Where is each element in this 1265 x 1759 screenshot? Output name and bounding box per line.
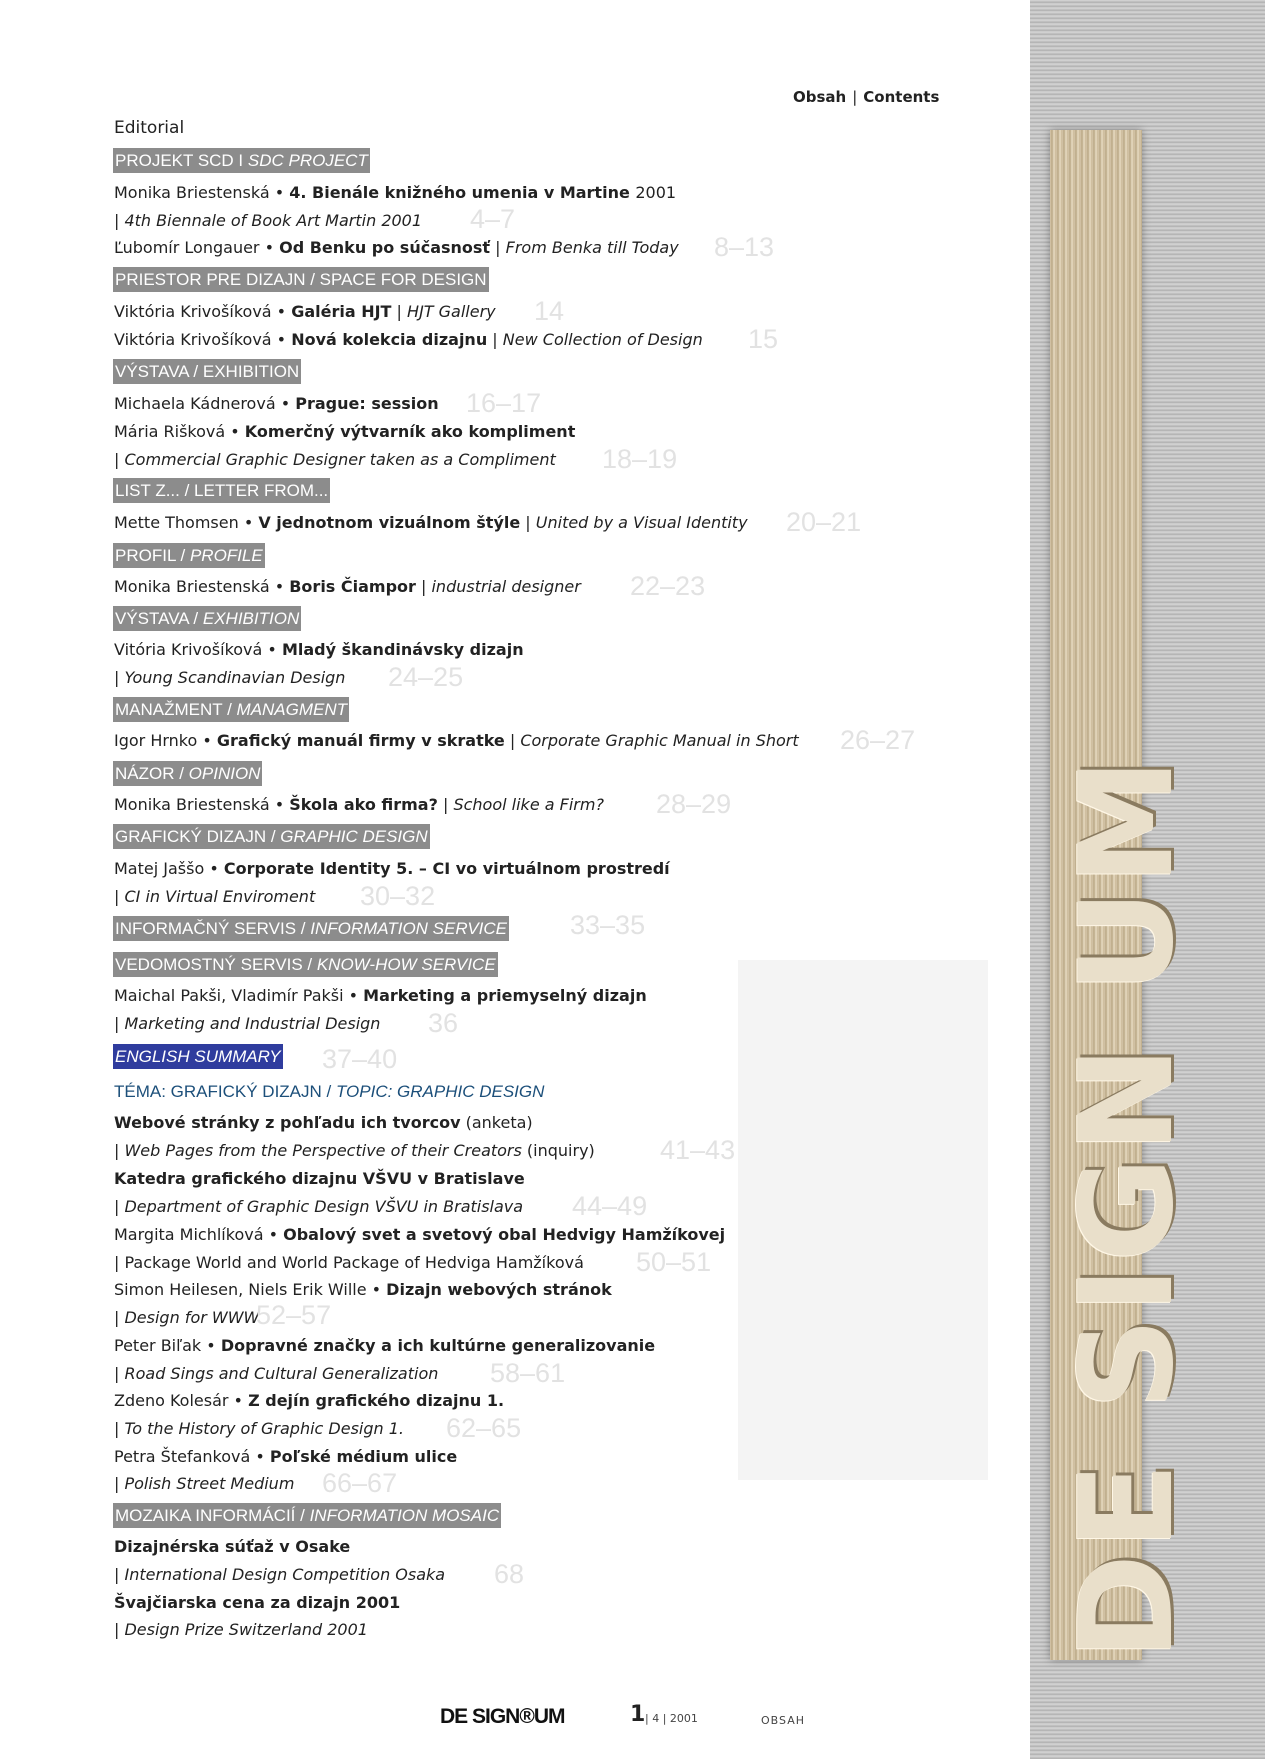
section-en: INFORMATION SERVICE <box>310 919 507 938</box>
toc-entry[interactable] <box>114 1537 350 1556</box>
entry-author: Igor Hrnko • <box>114 731 217 750</box>
toc-entry[interactable] <box>114 330 703 349</box>
section-bar <box>113 543 265 568</box>
entry-en: | CI in Virtual Enviroment <box>114 887 316 906</box>
entry-title: Katedra grafického dizajnu VŠVU v Bratislave <box>114 1169 525 1188</box>
entry-title: Poľské médium ulice <box>269 1447 458 1466</box>
entry-author: Monika Briestenská • <box>114 183 290 202</box>
entry-author: Peter Biľak • <box>114 1336 221 1355</box>
toc-entry[interactable] <box>114 1419 404 1438</box>
entry-en: | Design Prize Switzerland 2001 <box>114 1620 368 1639</box>
page-number: 24–25 <box>388 662 464 692</box>
entry-year: 2001 <box>635 183 677 202</box>
page-number: 62–65 <box>446 1413 522 1443</box>
entry-title: Nová kolekcia dizajnu <box>291 330 488 349</box>
section-sk: PRIESTOR PRE DIZAJN / SPACE FOR DESIGN <box>115 270 487 289</box>
toc-entry[interactable] <box>114 887 315 906</box>
section-en: MANAGMENT <box>236 700 348 719</box>
section-sk: GRAFICKÝ DIZAJN / <box>115 827 281 846</box>
toc-entry[interactable] <box>114 577 581 596</box>
page-number: 20–21 <box>786 507 862 537</box>
entry-en: | From Benka till Today <box>490 238 679 257</box>
entry-title: Dizajn webových stránok <box>386 1280 612 1299</box>
entry-en: | Department of Graphic Design VŠVU in Bratislava <box>114 1197 524 1216</box>
ghost-background-box <box>738 960 988 1480</box>
section-bar <box>113 478 330 503</box>
toc-entry[interactable] <box>114 394 439 413</box>
entry-title: Corporate Identity 5. – CI vo virtuálnom prostredí <box>223 859 670 878</box>
entry-title: 4. Bienále knižného umenia v Martine <box>289 183 636 202</box>
entry-author: Margita Michlíková • <box>114 1225 284 1244</box>
toc-entry[interactable] <box>114 1620 368 1639</box>
page-number: 28–29 <box>656 789 732 819</box>
footer-page-number: 1 <box>630 1702 646 1727</box>
entry-en: | industrial designer <box>415 577 581 596</box>
page-number: 22–23 <box>630 571 706 601</box>
topic-heading <box>114 1082 544 1102</box>
section-sk: PROFIL / <box>115 546 190 565</box>
entry-title: Obalový svet a svetový obal Hedvigy Hamžíkovej <box>283 1225 726 1244</box>
entry-author: Zdeno Kolesár • <box>114 1391 249 1410</box>
section-sk: VÝSTAVA / EXHIBITION <box>115 362 300 381</box>
entry-en: | Corporate Graphic Manual in Short <box>504 731 799 750</box>
toc-entry[interactable] <box>114 1447 457 1466</box>
entry-title: Škola ako firma? <box>289 795 438 814</box>
section-sk: PROJEKT SCD I <box>115 151 248 170</box>
page-number: 16–17 <box>466 388 542 418</box>
page-number: 58–61 <box>490 1358 566 1388</box>
page-header <box>793 88 939 106</box>
header-separator: | <box>852 88 858 106</box>
entry-author: Petra Štefanková • <box>114 1447 270 1466</box>
section-bar-summary <box>113 1044 283 1069</box>
toc-entry[interactable] <box>114 1197 523 1216</box>
page-number: 37–40 <box>322 1044 398 1074</box>
toc-entry[interactable] <box>114 1014 380 1033</box>
entry-author: Matej Jaššo • <box>114 859 224 878</box>
page-number: 41–43 <box>660 1135 736 1165</box>
page-number: 33–35 <box>570 910 646 940</box>
toc-entry[interactable] <box>114 986 647 1005</box>
page-number: 44–49 <box>572 1191 648 1221</box>
entry-title: V jednotnom vizuálnom štýle <box>258 513 521 532</box>
footer-logo: DE SIGN®UM <box>440 1705 565 1728</box>
section-sk: MOZAIKA INFORMÁCIÍ / <box>115 1506 310 1525</box>
section-en: GRAPHIC DESIGN <box>280 827 428 846</box>
entry-en: | Commercial Graphic Designer taken as a Compliment <box>114 450 556 469</box>
topic-sk: TÉMA: GRAFICKÝ DIZAJN / <box>114 1082 336 1101</box>
toc-entry[interactable] <box>114 1280 612 1299</box>
entry-en: | HJT Gallery <box>391 302 496 321</box>
entry-title: Dopravné značky a ich kultúrne generalizovanie <box>220 1336 656 1355</box>
entry-en: | Road Sings and Cultural Generalization <box>114 1364 439 1383</box>
footer-issue: | 4 | 2001 <box>645 1712 698 1725</box>
entry-title: Boris Čiampor <box>289 577 416 596</box>
entry-author: Vitória Krivošíková • <box>114 640 282 659</box>
section-sk: VÝSTAVA / <box>115 609 203 628</box>
section-en: OPINION <box>188 764 261 783</box>
toc-entry[interactable] <box>114 1474 294 1493</box>
section-bar <box>113 824 430 849</box>
section-en: ENGLISH SUMMARY <box>115 1047 281 1066</box>
entry-author: Monika Briestenská • <box>114 795 290 814</box>
entry-en: | Marketing and Industrial Design <box>114 1014 381 1033</box>
entry-title: Galéria HJT <box>291 302 392 321</box>
entry-author: Mette Thomsen • <box>114 513 259 532</box>
entry-note: (inquiry) <box>521 1141 595 1160</box>
toc-entry[interactable] <box>114 1364 438 1383</box>
page-number: 68 <box>494 1559 525 1589</box>
toc-entry[interactable] <box>114 640 524 659</box>
entry-title: Komerčný výtvarník ako kompliment <box>244 422 576 441</box>
toc-entry[interactable] <box>114 1336 655 1355</box>
page-number: 50–51 <box>636 1247 712 1277</box>
toc-entry[interactable] <box>114 1141 595 1160</box>
page-number: 14 <box>534 296 565 326</box>
page-number: 15 <box>748 324 779 354</box>
toc-entry[interactable] <box>114 302 496 321</box>
toc-entry[interactable] <box>114 1565 445 1584</box>
header-contents: Contents <box>863 88 940 106</box>
toc-entry[interactable] <box>114 450 556 469</box>
entry-title: Webové stránky z pohľadu ich tvorcov <box>114 1113 461 1132</box>
section-bar <box>113 952 498 977</box>
entry-en: | 4th Biennale of Book Art Martin 2001 <box>114 211 423 230</box>
designum-vertical-logo: DE SIGN UM <box>1053 753 1202 1660</box>
entry-author: Viktória Krivošíková • <box>114 330 292 349</box>
entry-en: | Design for WWW <box>114 1308 260 1327</box>
page-number: 8–13 <box>714 232 775 262</box>
topic-en: TOPIC: GRAPHIC DESIGN <box>335 1082 545 1101</box>
section-sk: NÁZOR / <box>115 764 189 783</box>
entry-title: Od Benku po súčasnosť <box>279 238 491 257</box>
page-number: 4–7 <box>470 204 516 234</box>
page-number: 18–19 <box>602 444 678 474</box>
entry-author: Viktória Krivošíková • <box>114 302 292 321</box>
entry-title: Prague: session <box>295 394 439 413</box>
entry-title: Mladý škandinávsky dizajn <box>281 640 524 659</box>
toc-entry[interactable] <box>114 1391 504 1410</box>
section-bar <box>113 761 262 786</box>
toc-entry[interactable] <box>114 1253 584 1272</box>
section-bar <box>113 148 370 173</box>
section-bar <box>113 916 509 941</box>
section-bar <box>113 359 301 384</box>
section-bar <box>113 1503 501 1528</box>
entry-en: | New Collection of Design <box>487 330 703 349</box>
section-bar <box>113 606 301 631</box>
toc-entry[interactable] <box>114 513 748 532</box>
entry-en: | Polish Street Medium <box>114 1474 295 1493</box>
cover-image-strip <box>1030 0 1265 1759</box>
entry-author: Mária Rišková • <box>114 422 245 441</box>
entry-author: Monika Briestenská • <box>114 577 290 596</box>
entry-en: | International Design Competition Osaka <box>114 1565 446 1584</box>
entry-en: | United by a Visual Identity <box>520 513 748 532</box>
entry-title: Marketing a priemyselný dizajn <box>363 986 647 1005</box>
entry-title: Z dejín grafického dizajnu 1. <box>248 1391 505 1410</box>
toc-entry[interactable] <box>114 422 575 441</box>
page-number: 52–57 <box>256 1300 332 1330</box>
section-sk: MANAŽMENT / <box>115 700 237 719</box>
footer-section: OBSAH <box>761 1714 805 1727</box>
toc-entry[interactable] <box>114 211 422 230</box>
entry-title: Švajčiarska cena za dizajn 2001 <box>114 1593 401 1612</box>
toc-entry[interactable] <box>114 1308 259 1327</box>
toc-entry[interactable] <box>114 1225 725 1244</box>
toc-entry[interactable] <box>114 795 604 814</box>
toc-entry[interactable] <box>114 731 799 750</box>
entry-en: | School like a Firm? <box>437 795 604 814</box>
section-en: KNOW-HOW SERVICE <box>316 955 496 974</box>
editorial-link[interactable]: Editorial <box>114 118 185 138</box>
header-obsah: Obsah <box>793 88 847 106</box>
section-bar <box>113 697 349 722</box>
entry-author: Ľubomír Longauer • <box>114 238 280 257</box>
entry-en: | Young Scandinavian Design <box>114 668 346 687</box>
page-number: 66–67 <box>322 1468 398 1498</box>
entry-title: Dizajnérska súťaž v Osake <box>114 1537 351 1556</box>
toc-entry[interactable] <box>114 1169 525 1188</box>
toc-entry[interactable] <box>114 1593 400 1612</box>
entry-note: (anketa) <box>460 1113 533 1132</box>
toc-entry[interactable] <box>114 238 679 257</box>
section-sk: VEDOMOSTNÝ SERVIS / <box>115 955 317 974</box>
entry-author: Maichal Pakši, Vladimír Pakši • <box>114 986 364 1005</box>
toc-entry[interactable] <box>114 183 676 202</box>
toc-entry[interactable] <box>114 1113 533 1132</box>
section-sk: INFORMAČNÝ SERVIS / <box>115 919 311 938</box>
entry-author: Michaela Kádnerová • <box>114 394 296 413</box>
entry-author: Simon Heilesen, Niels Erik Wille • <box>114 1280 387 1299</box>
toc-entry[interactable] <box>114 668 345 687</box>
section-en: INFORMATION MOSAIC <box>309 1506 500 1525</box>
section-en: PROFILE <box>189 546 263 565</box>
page-number: 30–32 <box>360 881 436 911</box>
section-en: SDC PROJECT <box>247 151 368 170</box>
entry-en: | To the History of Graphic Design 1. <box>114 1419 405 1438</box>
page-number: 26–27 <box>840 725 916 755</box>
entry-en: | Package World and World Package of Hedviga Hamžíková <box>114 1253 584 1272</box>
section-en: EXHIBITION <box>202 609 300 628</box>
entry-en: | Web Pages from the Perspective of their Creators <box>114 1141 522 1160</box>
entry-title: Grafický manuál firmy v skratke <box>216 731 505 750</box>
section-bar <box>113 267 489 292</box>
section-sk: LIST Z... / LETTER FROM... <box>115 481 329 500</box>
page-number: 36 <box>428 1008 459 1038</box>
toc-entry[interactable] <box>114 859 670 878</box>
